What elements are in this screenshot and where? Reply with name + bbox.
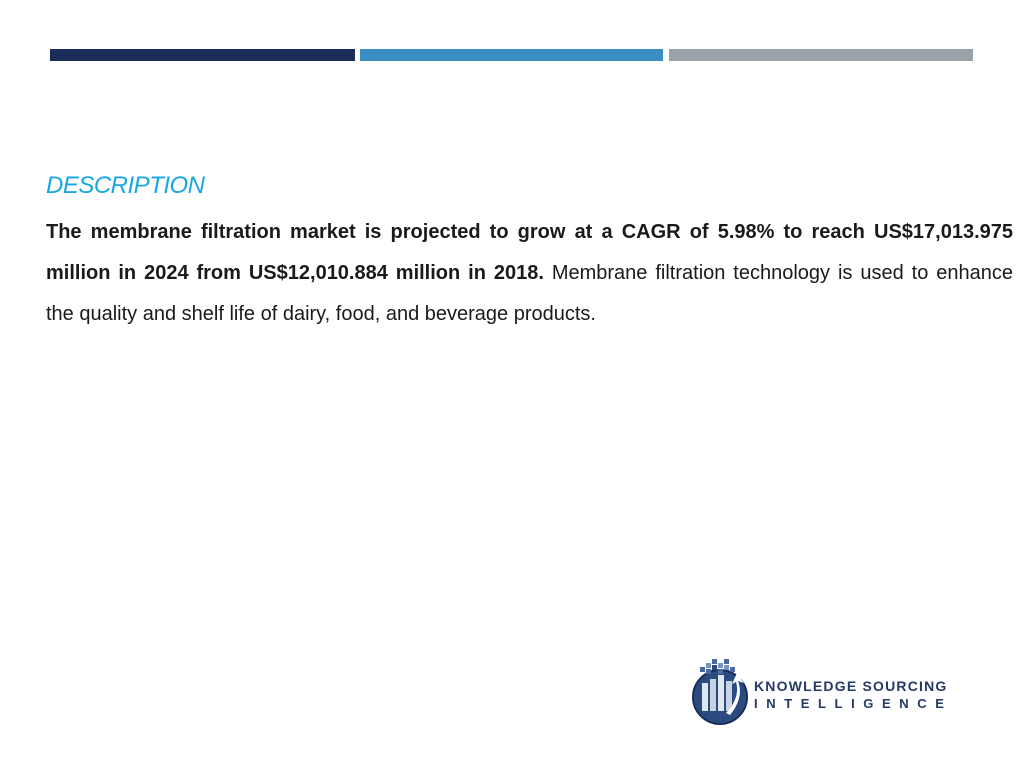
logo-text-line1: KNOWLEDGE SOURCING xyxy=(754,678,948,694)
logo-globe-icon xyxy=(690,655,754,729)
description-paragraph xyxy=(46,212,1013,335)
header-color-bars xyxy=(50,49,973,61)
header-bar-blue xyxy=(360,49,663,61)
description-regular-text: Membrane filtration technology is used to enhance the quality and shelf life of dairy, food, and beverage products. xyxy=(46,262,1013,325)
header-bar-gray xyxy=(669,49,973,61)
company-logo xyxy=(690,655,953,735)
section-heading: DESCRIPTION xyxy=(46,172,205,199)
logo-text-line2: INTELLIGENCE xyxy=(754,696,953,711)
header-bar-navy xyxy=(50,49,355,61)
description-bold-text: The membrane filtration market is projected to grow at a CAGR of 5.98% to reach US$17,013.975 million in 2024 from US$12,010.884 million in 2018. xyxy=(46,221,1013,284)
